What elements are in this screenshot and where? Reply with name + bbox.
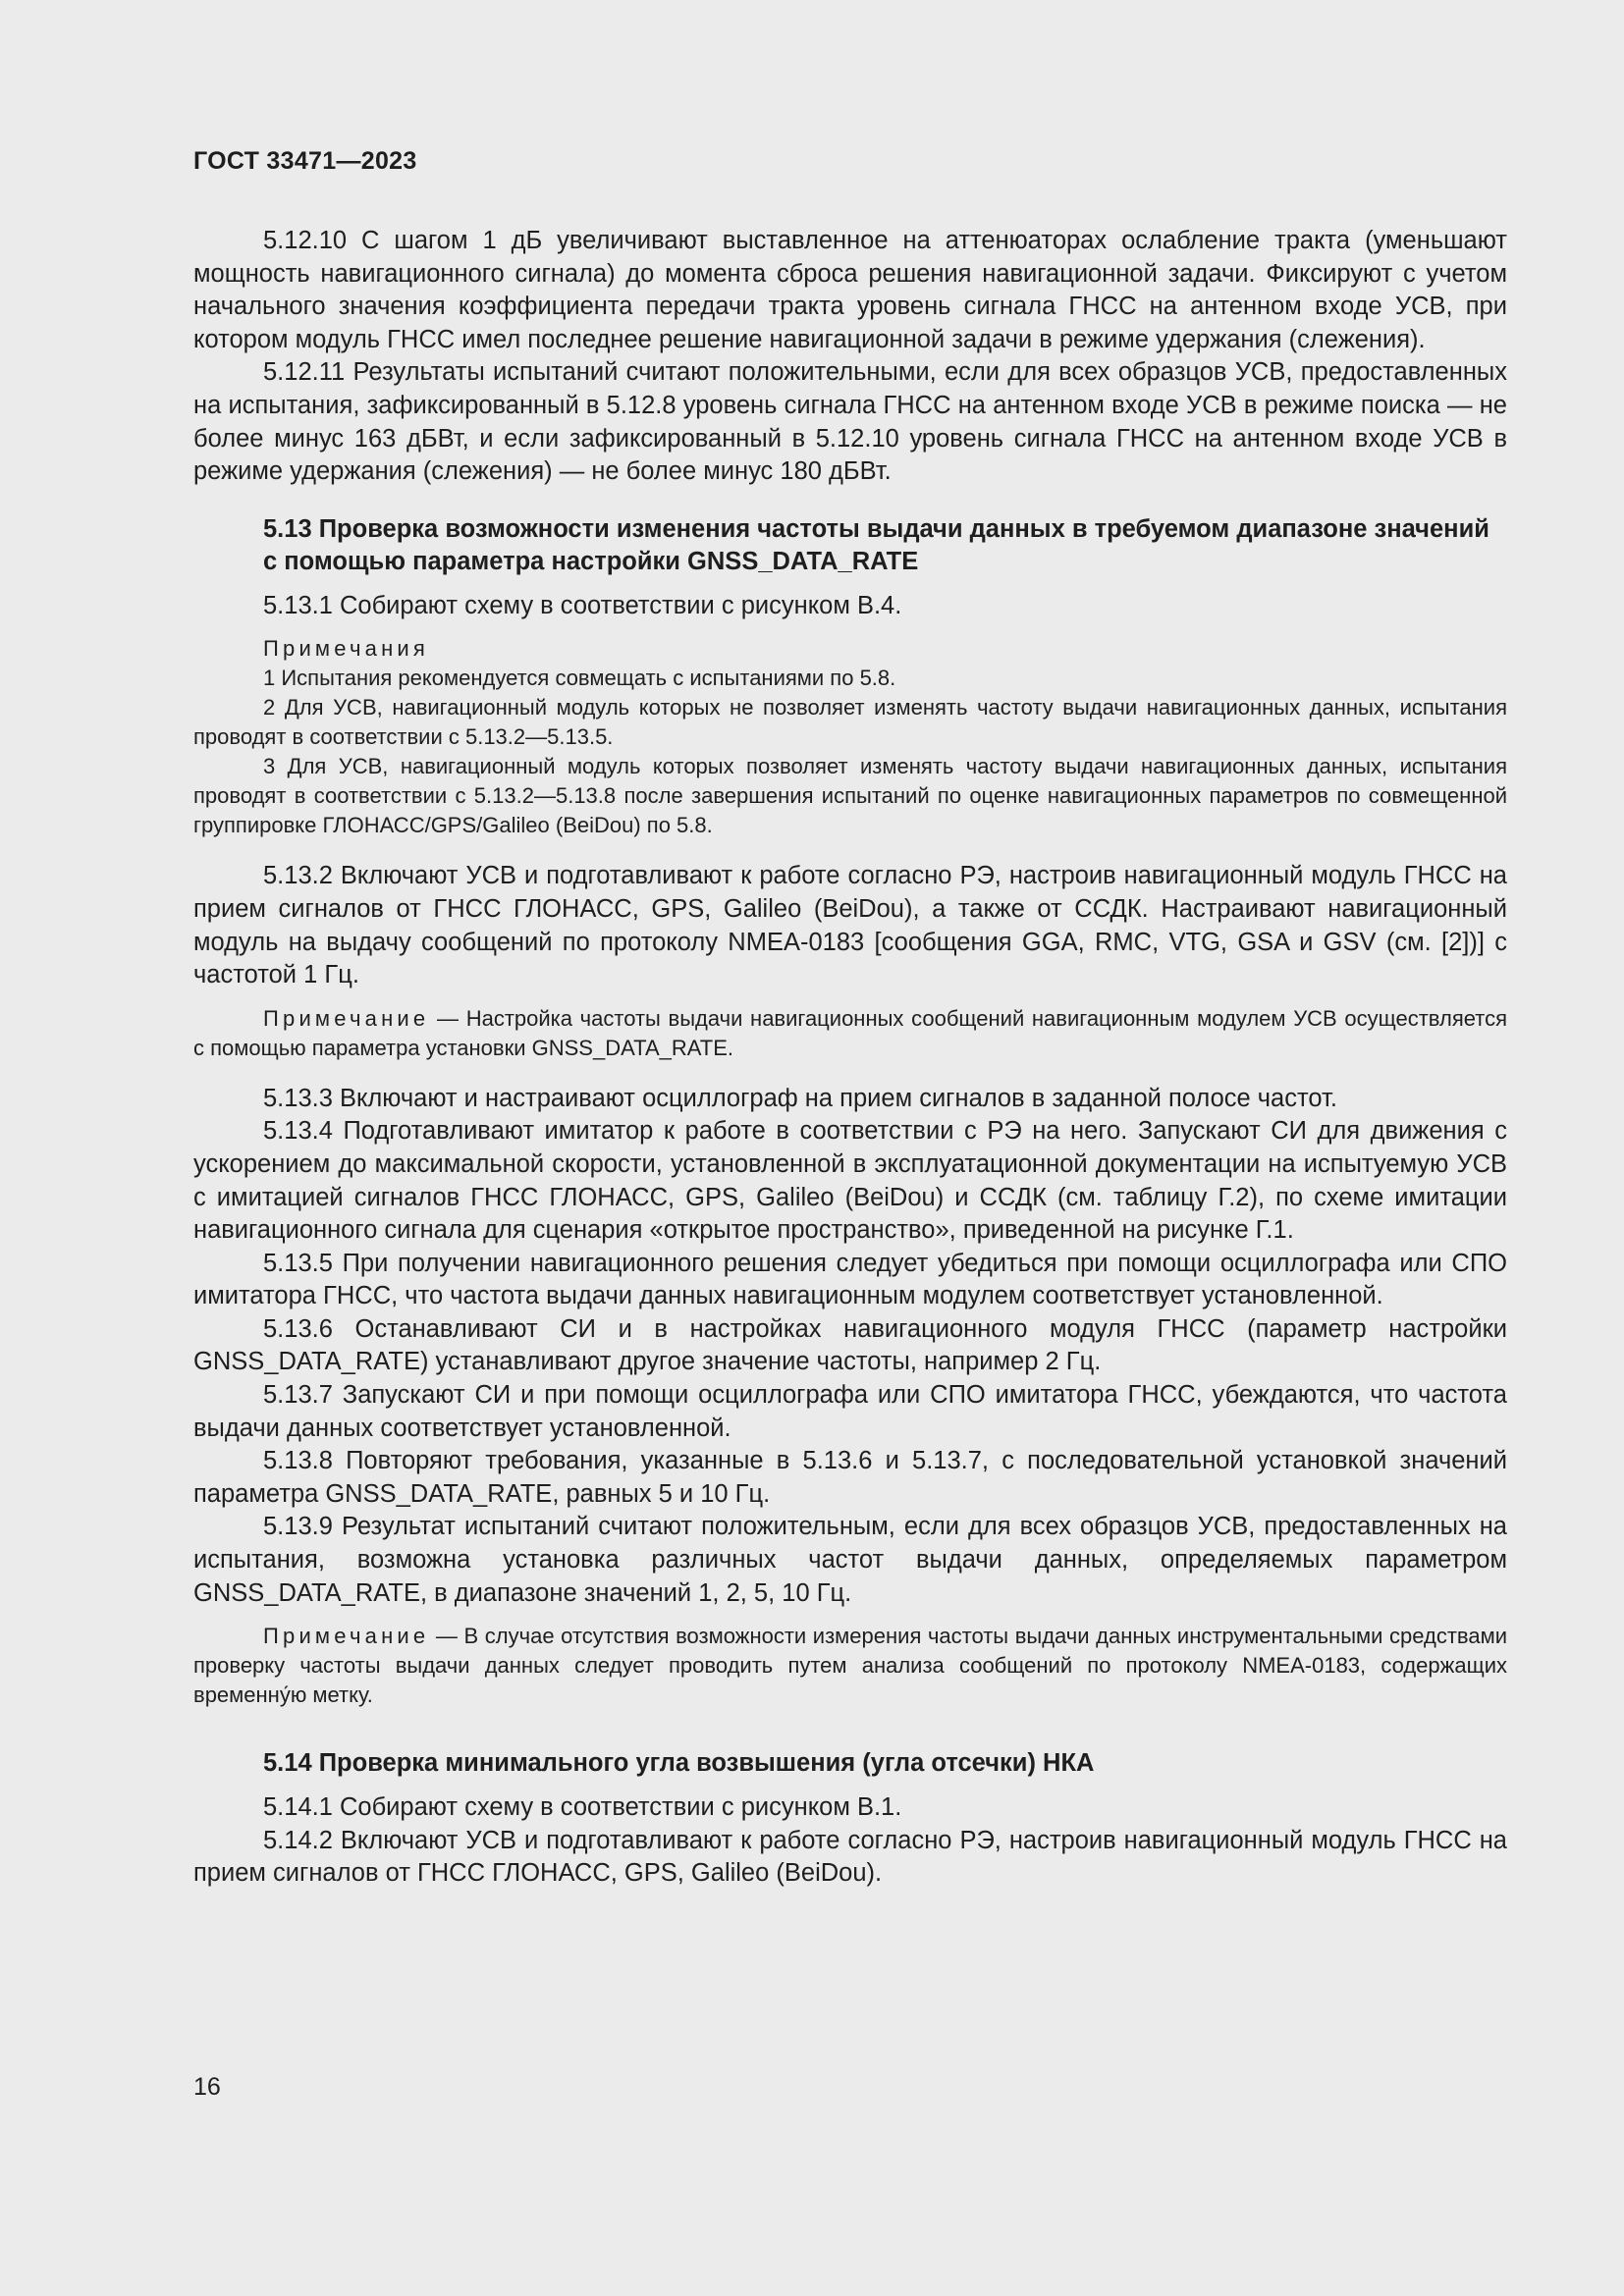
paragraph-5-13-3: 5.13.3 Включают и настраивают осциллограф на прием сигналов в заданной полосе частот. (263, 1084, 1337, 1112)
document-code-header: ГОСТ 33471—2023 (193, 147, 417, 175)
note-label: Примечание (263, 1624, 430, 1649)
document-page (193, 0, 1507, 2296)
section-heading-5-14: 5.14 Проверка минимального угла возвышения (угла отсечки) НКА (263, 1749, 1095, 1778)
section-heading-5-13: 5.13 Проверка возможности изменения частоты выдачи данных в требуемом диапазоне значений с помощью параметра настройки GNSS_DATA_RATE (263, 514, 1489, 575)
paragraph-5-14-2: 5.14.2 Включают УСВ и подготавливают к работе согласно РЭ, настроив навигационный модуль ГНСС на прием сигналов от ГНСС ГЛОНАСС, GPS, Galileo (BeiDou). (193, 1826, 1507, 1888)
paragraph-5-14-1: 5.14.1 Собирают схему в соответствии с рисунком В.1. (263, 1793, 902, 1822)
paragraph-5-13-6: 5.13.6 Останавливают СИ и в настройках навигационного модуля ГНСС (параметр настройки GNSS_DATA_RATE) устанавливают другое значение частоты, например 2 Гц. (193, 1314, 1507, 1376)
paragraph-5-13-5: 5.13.5 При получении навигационного решения следует убедиться при помощи осциллографа или СПО имитатора ГНСС, что частота выдачи данных навигационным модулем соответствует установленной. (193, 1249, 1507, 1310)
notes-title: Примечания (263, 636, 430, 662)
note-label: Примечание (263, 1005, 430, 1031)
note-settings-frequency (193, 1004, 1507, 1063)
paragraph-5-13-4: 5.13.4 Подготавливают имитатор к работе в соответствии с РЭ на него. Запускают СИ для движения с ускорением до максимальной скорости, установленной в эксплуатационной документации на испытуемую УСВ с имитацией сигналов ГНСС ГЛОНАСС, GPS, Galileo (BeiDou) и ССДК (см. таблицу Г.2), по схеме имитации навигационного сигнала для сценария «открытое пространство», приведенной на рисунке Г.1. (193, 1117, 1507, 1245)
paragraph-5-13-2: 5.13.2 Включают УСВ и подготавливают к работе согласно РЭ, настроив навигационный модуль ГНСС на прием сигналов от ГНСС ГЛОНАСС, GPS, Galileo (BeiDou), а также от ССДК. Настраивают навигационный модуль на выдачу сообщений по протоколу NMEA-0183 [сообщения GGA, RMC, VTG, GSA и GSV (см. [2])] с частотой 1 Гц. (193, 862, 1507, 989)
paragraph-5-13-8: 5.13.8 Повторяют требования, указанные в 5.13.6 и 5.13.7, с последовательной установкой значений параметра GNSS_DATA_RATE, равных 5 и 10 Гц. (193, 1447, 1507, 1508)
note-1: 1 Испытания рекомендуется совмещать с испытаниями по 5.8. (263, 666, 896, 691)
paragraph-5-13-1: 5.13.1 Собирают схему в соответствии с рисунком В.4. (263, 591, 902, 619)
paragraph-5-12-10: 5.12.10 С шагом 1 дБ увеличивают выставленное на аттенюаторах ослабление тракта (уменьшают мощность навигационного сигнала) до момента сброса решения навигационной задачи. Фиксируют с учетом начального значения коэффициента передачи тракта уровень сигнала ГНСС на антенном входе УСВ, при котором модуль ГНСС имел последнее решение навигационной задачи в режиме удержания (слежения). (193, 227, 1507, 353)
body-text (193, 225, 1507, 1891)
note-dash: — (429, 1005, 466, 1031)
page-number: 16 (193, 2073, 221, 2101)
note-measurement (193, 1622, 1507, 1710)
note-text: В случае отсутствия возможности измерения частоты выдачи данных инструментальными средствами проверку частоты выдачи данных следует проводить путем анализа сообщений по протоколу NMEA-0183, содержащих временну́ю метку. (193, 1624, 1507, 1708)
note-dash: — (429, 1624, 464, 1649)
note-3: 3 Для УСВ, навигационный модуль которых позволяет изменять частоту выдачи навигационных данных, испытания проводят в соответствии с 5.13.2—5.13.8 после завершения испытаний по оценке навигационных параметров по совмещенной группировке ГЛОНАСС/GPS/Galileo (BeiDou) по 5.8. (193, 754, 1507, 838)
paragraph-5-12-11: 5.12.11 Результаты испытаний считают положительными, если для всех образцов УСВ, предоставленных на испытания, зафиксированный в 5.12.8 уровень сигнала ГНСС на антенном входе УСВ в режиме поиска — не более минус 163 дБВт, и если зафиксированный в 5.12.10 уровень сигнала ГНСС на антенном входе УСВ в режиме удержания (слежения) — не более минус 180 дБВт. (193, 358, 1507, 486)
paragraph-5-13-7: 5.13.7 Запускают СИ и при помощи осциллографа или СПО имитатора ГНСС, убеждаются, что частота выдачи данных соответствует установленной. (193, 1381, 1507, 1442)
paragraph-5-13-9: 5.13.9 Результат испытаний считают положительным, если для всех образцов УСВ, предоставленных на испытания, возможна установка различных частот выдачи данных, определяемых параметром GNSS_DATA_RATE, в диапазоне значений 1, 2, 5, 10 Гц. (193, 1513, 1507, 1607)
note-text: Настройка частоты выдачи навигационных сообщений навигационным модулем УСВ осуществляется с помощью параметра установки GNSS_DATA_RATE. (193, 1005, 1507, 1060)
note-2: 2 Для УСВ, навигационный модуль которых не позволяет изменять частоту выдачи навигационных данных, испытания проводят в соответствии с 5.13.2—5.13.5. (193, 695, 1507, 750)
